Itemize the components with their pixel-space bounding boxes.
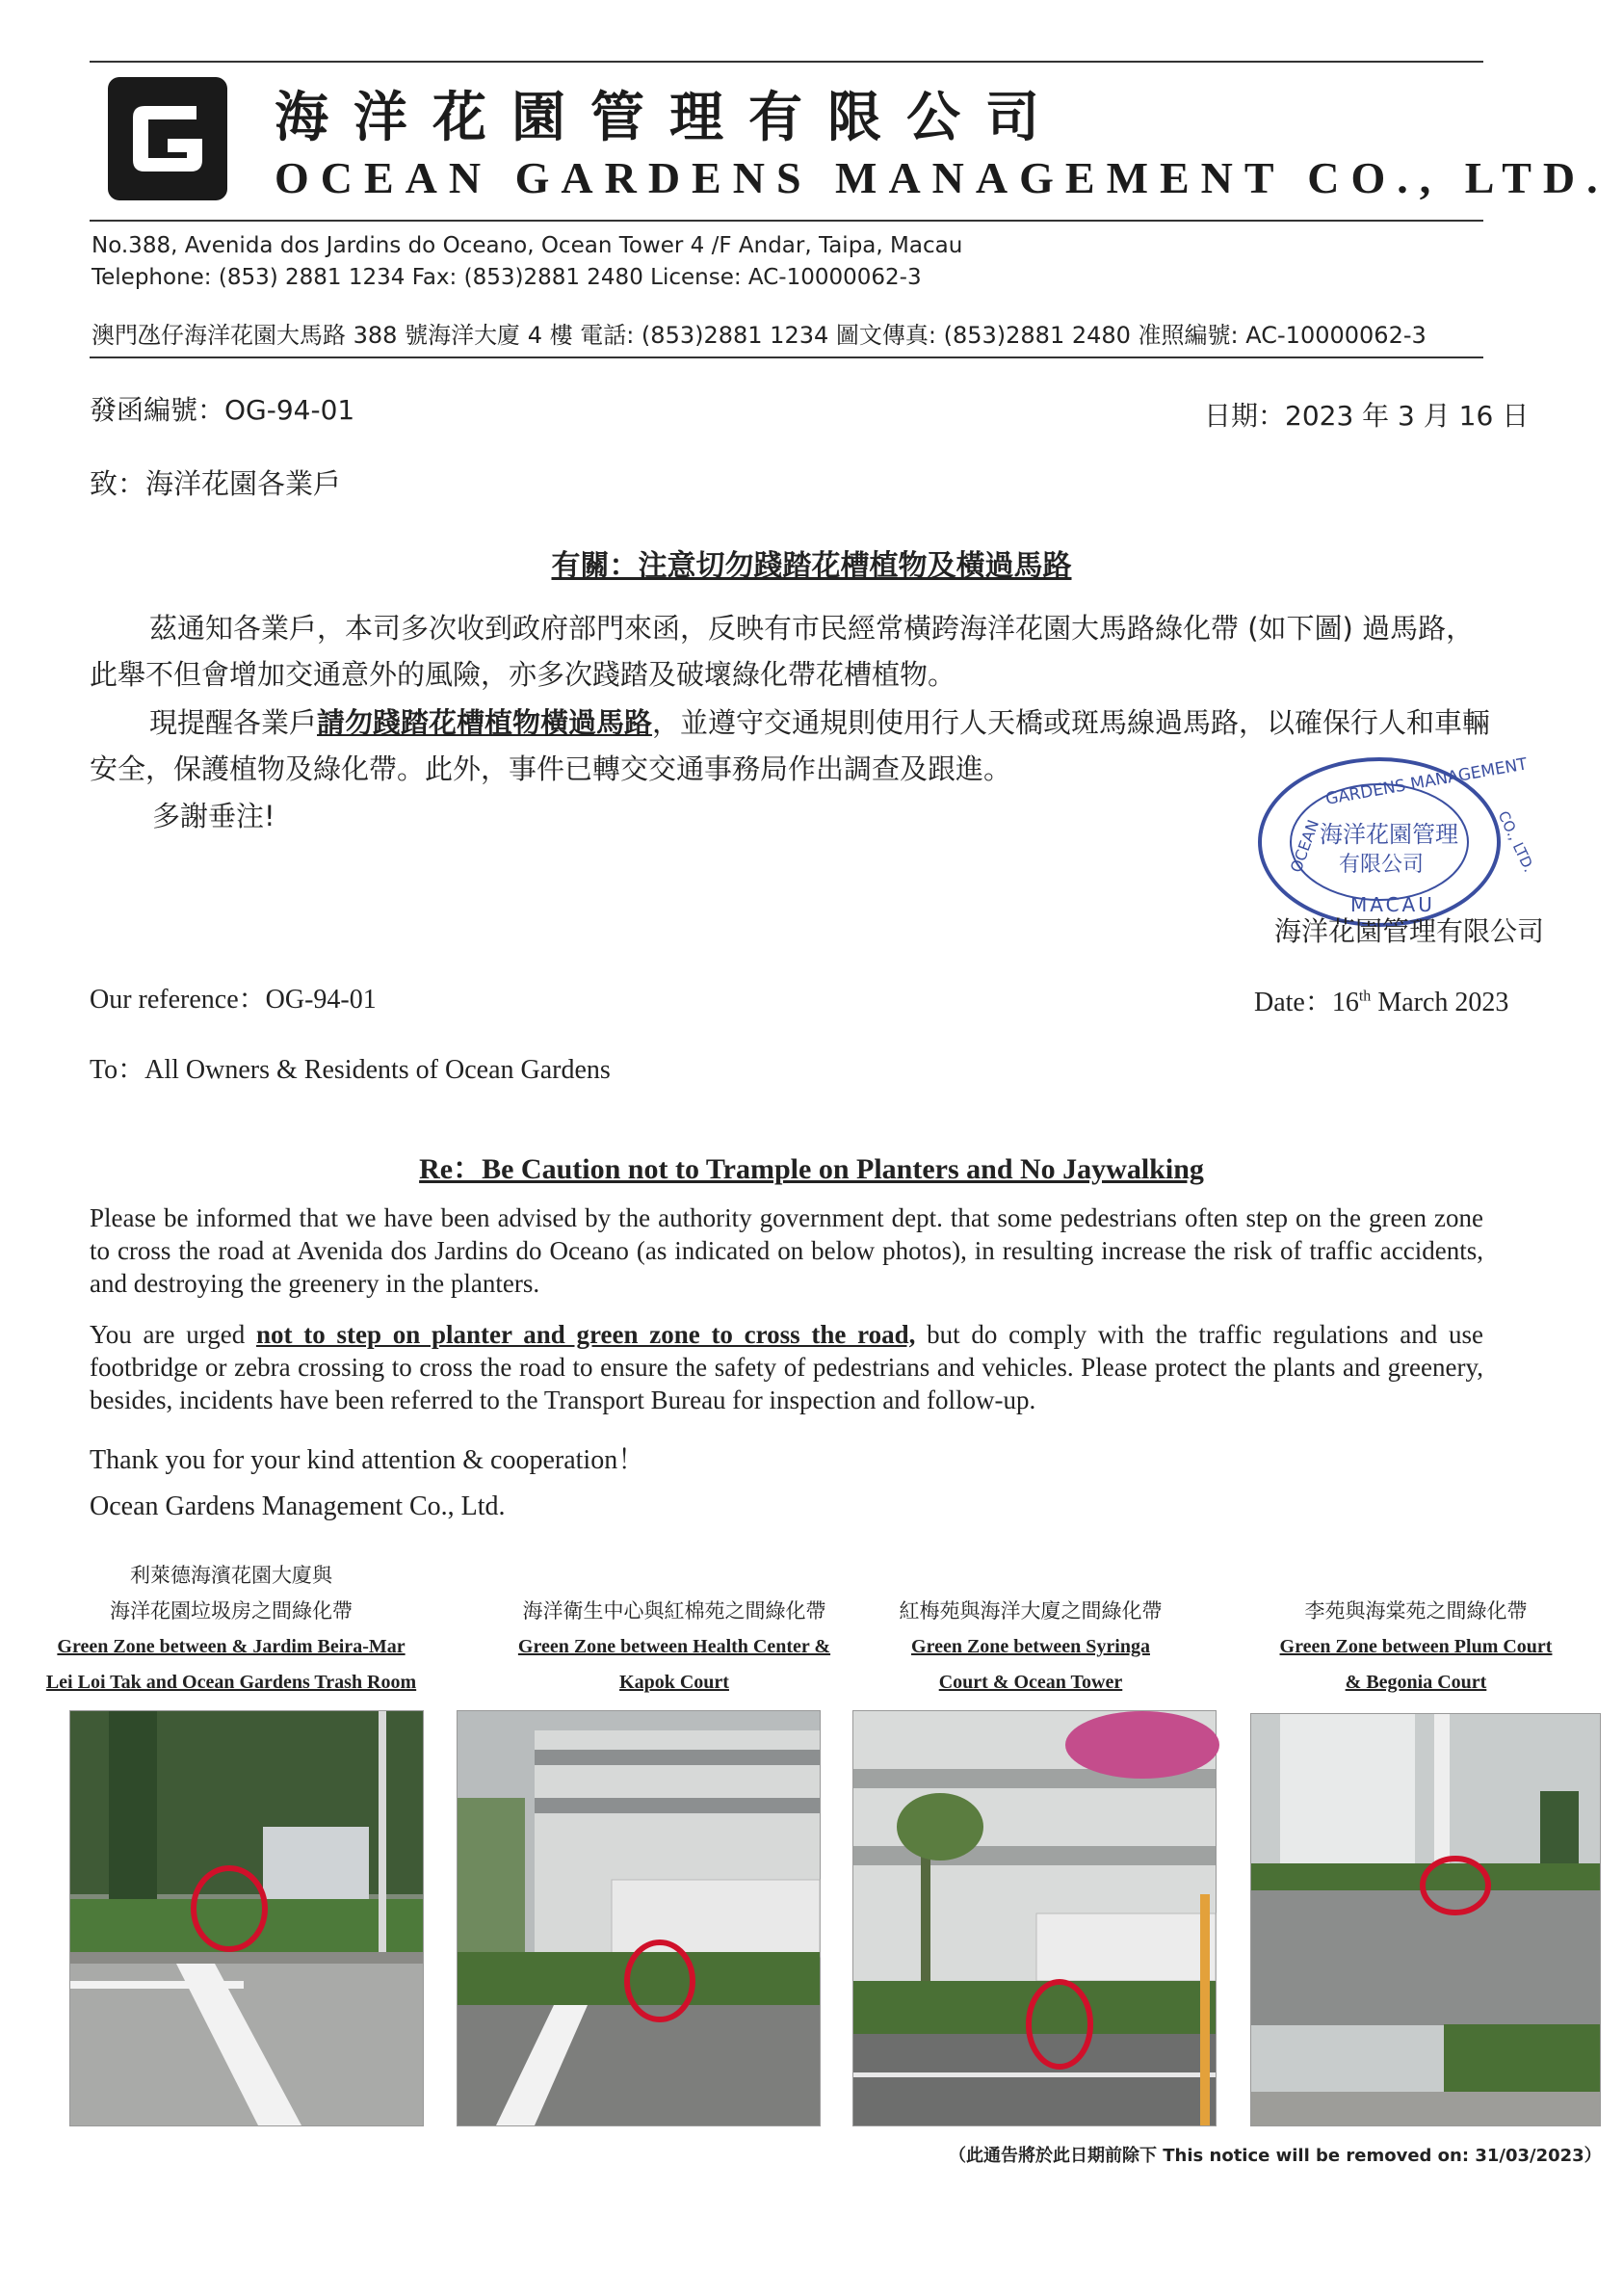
photo-caption-4-en-line2: & Begonia Court xyxy=(1345,1672,1487,1693)
seal-inner-text-1: 海洋花園管理 xyxy=(1320,821,1458,848)
photo-2-image xyxy=(458,1711,820,2125)
photo-caption-4-en-line1: Green Zone between Plum Court xyxy=(1279,1636,1553,1657)
photo-3 xyxy=(852,1710,1217,2126)
cn-address-line: 澳門氹仔海洋花園大馬路 388 號海洋大廈 4 樓 電話: (853)2881 1234 圖文傳真: (853)2881 2480 准照編號: AC-10000062-3 xyxy=(92,322,1427,349)
cn-paragraph-2-post: ，並遵守交通規則使用行人天橋或斑馬線過馬路，以確保行人和車輛安全，保護植物及綠化帶。此外，事件已轉交交通事務局作出調查及跟進。 xyxy=(90,706,1491,785)
cn-reference: 發函編號：OG-94-01 xyxy=(90,394,355,426)
seal-bottom-text: MACAU xyxy=(1350,893,1435,916)
seal-inner-text-2: 有限公司 xyxy=(1339,853,1425,877)
company-seal xyxy=(1258,754,1538,927)
address-line: No.388, Avenida dos Jardins do Oceano, Ocean Tower 4 /F Andar, Taipa, Macau xyxy=(92,233,963,258)
photo-caption-2-en-line1: Green Zone between Health Center & xyxy=(517,1636,831,1657)
photo-caption-3 xyxy=(867,1594,1194,1701)
contact-line: Telephone: (853) 2881 1234 Fax: (853)2881 2480 License: AC-10000062-3 xyxy=(92,265,922,290)
removal-notice: （此通告將於此日期前除下 This notice will be removed on: 31/03/2023） xyxy=(949,2146,1602,2166)
en-signature: Ocean Gardens Management Co., Ltd. xyxy=(90,1491,506,1521)
company-logo xyxy=(108,77,227,200)
cn-date: 日期：2023 年 3 月 16 日 xyxy=(1204,400,1530,432)
photo-caption-4-cn: 李苑與海棠苑之間綠化帶 xyxy=(1304,1599,1528,1623)
photo-caption-4 xyxy=(1252,1594,1580,1701)
photo-1 xyxy=(69,1710,424,2126)
seal-right-text: CO., LTD. xyxy=(1494,807,1538,875)
cn-paragraph-2-emphasis: 請勿踐踏花槽植物橫過馬路 xyxy=(317,706,653,739)
photo-caption-2-cn: 海洋衛生中心與紅棉苑之間綠化帶 xyxy=(522,1599,826,1623)
en-date-post: March 2023 xyxy=(1371,988,1509,1017)
en-paragraph-2 xyxy=(90,1318,1483,1416)
en-paragraph-2-pre: You are urged xyxy=(90,1320,256,1349)
en-date xyxy=(1254,981,1508,1019)
seal-left-text: OCEAN xyxy=(1286,817,1323,876)
cn-paragraph-1 xyxy=(90,605,1491,698)
photo-3-image xyxy=(853,1711,1216,2125)
en-thanks: Thank you for your kind attention & cooperation！ xyxy=(90,1445,645,1475)
en-date-sup: th xyxy=(1358,988,1372,1005)
seal-stamp-icon xyxy=(1262,754,1538,923)
company-name-en: OCEAN GARDENS MANAGEMENT CO., LTD. xyxy=(275,153,1610,202)
en-paragraph-1: Please be informed that we have been advised by the authority government dept. that some pedestrians often step on the green zone to cross the road at Avenida dos Jardins do Oceano (as indicated on below photos), in resulting increase the risk of traffic accidents, and destroying the greenery in the planters. xyxy=(90,1203,1483,1298)
photo-caption-1 xyxy=(29,1558,433,1701)
cn-paragraph-2-pre: 現提醒各業戶 xyxy=(149,706,318,739)
cn-subject: 有關：注意切勿踐踏花槽植物及橫過馬路 xyxy=(551,549,1072,583)
en-subject: Re：Be Caution not to Trample on Planters and No Jaywalking xyxy=(419,1153,1204,1185)
photo-caption-1-en-line2: Lei Loi Tak and Ocean Gardens Trash Room xyxy=(45,1672,417,1693)
cn-thanks: 多謝垂注! xyxy=(152,800,275,832)
en-date-pre: Date：16 xyxy=(1254,988,1359,1017)
company-name-cn: 海洋花園管理有限公司 xyxy=(275,87,1064,149)
en-recipient: To：All Owners & Residents of Ocean Gardens xyxy=(90,1055,611,1085)
photo-caption-1-en-line1: Green Zone between & Jardim Beira-Mar xyxy=(57,1636,406,1657)
photo-caption-2 xyxy=(482,1594,867,1701)
header-rule xyxy=(90,220,1483,222)
address-rule xyxy=(90,356,1483,358)
photo-4-image xyxy=(1251,1714,1600,2125)
photo-caption-3-cn: 紅梅苑與海洋大廈之間綠化帶 xyxy=(899,1599,1163,1623)
photo-2 xyxy=(457,1710,821,2126)
photo-caption-2-en-line2: Kapok Court xyxy=(619,1672,729,1693)
en-paragraph-2-post: but do comply with the traffic regulations and use footbridge or zebra crossing to cross the road to ensure the safety of pedestrians and vehicles. Please protect the plants and greenery, besides, incidents have been referred to the Transport Bureau for inspection and follow-up. xyxy=(90,1320,1483,1414)
seal-outer-text: GARDENS MANAGEMENT xyxy=(1323,754,1530,809)
en-reference: Our reference：OG-94-01 xyxy=(90,985,377,1015)
en-paragraph-2-emphasis: not to step on planter and green zone to cross the road, xyxy=(255,1320,916,1349)
photo-caption-1-cn-line2: 海洋花園垃圾房之間綠化帶 xyxy=(110,1599,353,1623)
cn-paragraph-1-text: 茲通知各業戶，本司多次收到政府部門來函，反映有市民經常橫跨海洋花園大馬路綠化帶 (如下圖) 過馬路，此舉不但會增加交通意外的風險，亦多次踐踏及破壞綠化帶花槽植物。 xyxy=(90,612,1475,691)
photo-caption-3-en-line1: Green Zone between Syringa xyxy=(911,1636,1150,1657)
photo-caption-3-en-line2: Court & Ocean Tower xyxy=(938,1672,1123,1693)
top-rule xyxy=(90,61,1483,63)
logo-mark-icon xyxy=(108,77,227,200)
photo-caption-1-cn-line1: 利萊德海濱花園大廈與 xyxy=(130,1564,332,1587)
photo-1-image xyxy=(70,1711,423,2125)
photo-4 xyxy=(1250,1713,1601,2126)
cn-signature: 海洋花園管理有限公司 xyxy=(1274,915,1545,947)
cn-recipient: 致：海洋花園各業戶 xyxy=(90,467,342,500)
